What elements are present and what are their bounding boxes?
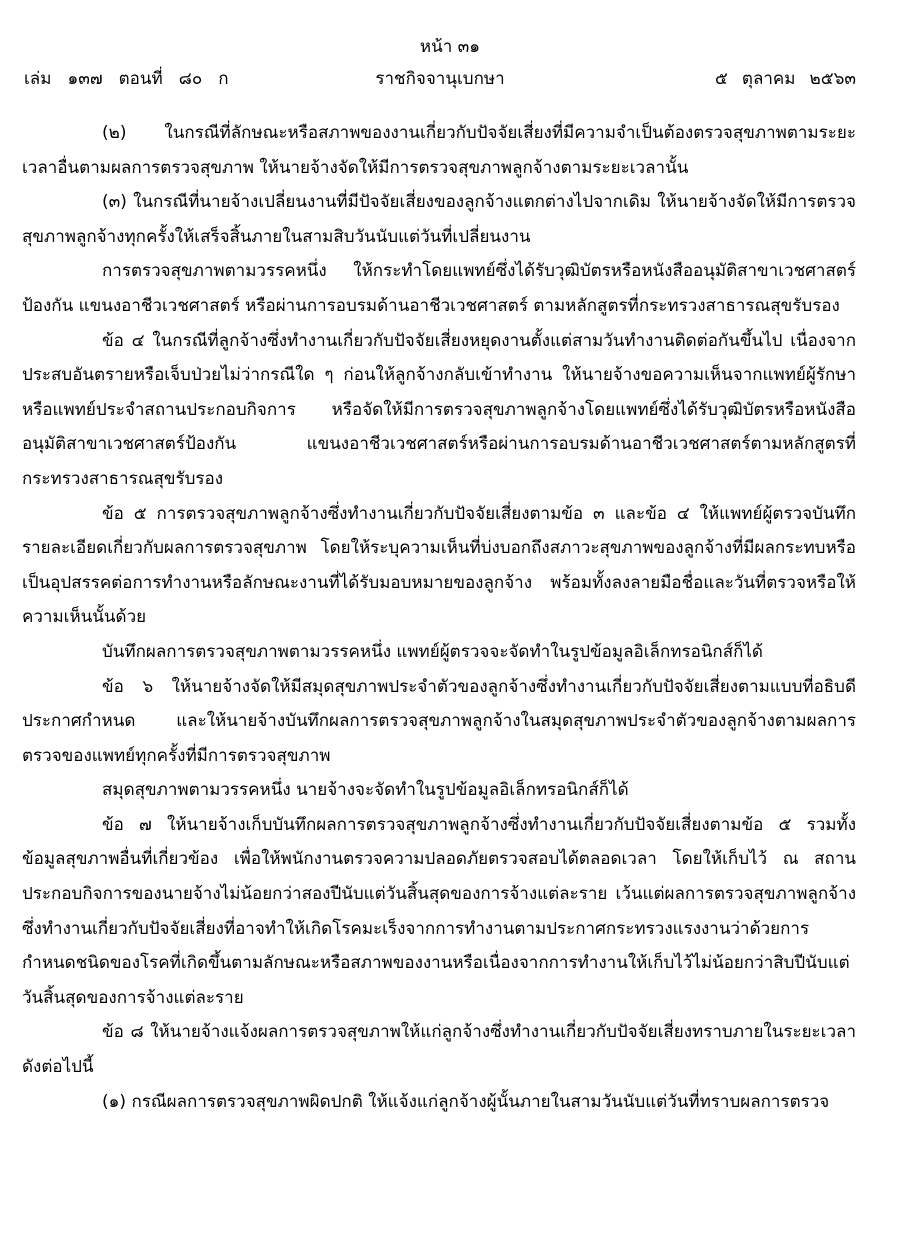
paragraph-clause-7: ข้อ ๗ ให้นายจ้างเก็บบันทึกผลการตรวจสุขภาพลูกจ้างซึ่งทำงานเกี่ยวกับปัจจัยเสี่ยงตามข้อ ๕ รวมทั้งข้อมูลสุขภาพอื่นที่เกี่ยวข้อง เพื่อให้พนักงานตรวจความปลอดภัยตรวจสอบได้ตลอดเวลา โดยให้เก็บไว้ ณ สถานประกอบกิจการของนายจ้างไม่น้อยกว่าสองปีนับแต่วันสิ้นสุดของการจ้างแต่ละราย เว้นแต่ผลการตรวจสุขภาพลูกจ้างซึ่งทำงานเกี่ยวกับปัจจัยเสี่ยงที่อาจทำให้เกิดโรคมะเร็งจากการทำงานตามประกาศกระทรวงแรงงานว่าด้วยการกำหนดชนิดของโรคที่เกิดขึ้นตามลักษณะหรือสภาพของงานหรือเนื่องจากการทำงานให้เก็บไว้ไม่น้อยกว่าสิบปีนับแต่วันสิ้นสุดของการจ้างแต่ละราย (22, 814, 856, 1008)
paragraph-clause-5-record: บันทึกผลการตรวจสุขภาพตามวรรคหนึ่ง แพทย์ผู้ตรวจจะจัดทำในรูปข้อมูลอิเล็กทรอนิกส์ก็ได้ (102, 641, 763, 662)
volume-label: เล่ม (24, 69, 52, 89)
date-month: ตุลาคม (741, 69, 796, 89)
paragraph-clause-3-3: (๓) ในกรณีที่นายจ้างเปลี่ยนงานที่มีปัจจัยเสี่ยงของลูกจ้างแตกต่างไปจากเดิม ให้นายจ้างจัดให้มีการตรวจสุขภาพลูกจ้างทุกครั้งให้เสร็จสิ้นภายในสามสิบวันนับแต่วันที่เปลี่ยนงาน (22, 192, 856, 247)
paragraph-exam-physician: การตรวจสุขภาพตามวรรคหนึ่ง ให้กระทำโดยแพทย์ซึ่งได้รับวุฒิบัตรหรือหนังสืออนุมัติสาขาเวชศาสตร์ป้องกัน แขนงอาชีวเวชศาสตร์ หรือผ่านการอบรมด้านอาชีวเวชศาสตร์ ตามหลักสูตรที่กระทรวงสาธารณสุขรับรอง (22, 261, 856, 316)
publication-name: ราชกิจจานุเบกษา (375, 69, 505, 89)
page-number: หน้า ๓๑ (419, 37, 481, 57)
issue-number: ๘๐ (178, 69, 203, 89)
document-body (22, 116, 856, 1119)
paragraph-clause-4: ข้อ ๔ ในกรณีที่ลูกจ้างซึ่งทำงานเกี่ยวกับปัจจัยเสี่ยงหยุดงานตั้งแต่สามวันทำงานติดต่อกันขึ้นไป เนื่องจากประสบอันตรายหรือเจ็บป่วยไม่ว่ากรณีใด ๆ ก่อนให้ลูกจ้างกลับเข้าทำงาน ให้นายจ้างขอความเห็นจากแพทย์ผู้รักษาหรือแพทย์ประจำสถานประกอบกิจการ หรือจัดให้มีการตรวจสุขภาพลูกจ้างโดยแพทย์ซึ่งได้รับวุฒิบัตรหรือหนังสืออนุมัติสาขาเวชศาสตร์ป้องกัน แขนงอาชีวเวชศาสตร์หรือผ่านการอบรมด้านอาชีวเวชศาสตร์ตามหลักสูตรที่กระทรวงสาธารณสุขรับรอง (22, 330, 856, 489)
paragraph-clause-8-1: (๑) กรณีผลการตรวจสุขภาพผิดปกติ ให้แจ้งแก่ลูกจ้างผู้นั้นภายในสามวันนับแต่วันที่ทราบผลการตรวจ (102, 1091, 830, 1112)
publication-date (701, 66, 856, 92)
volume-number: ๑๓๗ (67, 69, 103, 89)
paragraph-clause-5: ข้อ ๕ การตรวจสุขภาพลูกจ้างซึ่งทำงานเกี่ยวกับปัจจัยเสี่ยงตามข้อ ๓ และข้อ ๔ ให้แพทย์ผู้ตรวจบันทึกรายละเอียดเกี่ยวกับผลการตรวจสุขภาพ โดยให้ระบุความเห็นที่บ่งบอกถึงสภาวะสุขภาพของลูกจ้างที่มีผลกระทบหรือเป็นอุปสรรคต่อการทำงานหรือลักษณะงานที่ได้รับมอบหมายของลูกจ้าง พร้อมทั้งลงลายมือชื่อและวันที่ตรวจหรือให้ความเห็นนั้นด้วย (22, 503, 856, 628)
date-year: ๒๕๖๓ (809, 69, 856, 89)
paragraph-clause-8: ข้อ ๘ ให้นายจ้างแจ้งผลการตรวจสุขภาพให้แก่ลูกจ้างซึ่งทำงานเกี่ยวกับปัจจัยเสี่ยงทราบภายในระยะเวลา ดังต่อไปนี้ (22, 1022, 856, 1078)
gazette-header (24, 66, 856, 92)
section-letter: ก (218, 69, 229, 89)
paragraph-clause-3-2: (๒) ในกรณีที่ลักษณะหรือสภาพของงานเกี่ยวกับปัจจัยเสี่ยงที่มีความจำเป็นต้องตรวจสุขภาพตามระยะเวลาอื่นตามผลการตรวจสุขภาพ ให้นายจ้างจัดให้มีการตรวจสุขภาพลูกจ้างตามระยะเวลานั้น (22, 123, 856, 178)
paragraph-clause-6-book: สมุดสุขภาพตามวรรคหนึ่ง นายจ้างจะจัดทำในรูปข้อมูลอิเล็กทรอนิกส์ก็ได้ (102, 780, 629, 801)
date-day: ๕ (715, 69, 728, 89)
issue-label: ตอนที่ (118, 69, 163, 89)
paragraph-clause-6: ข้อ ๖ ให้นายจ้างจัดให้มีสมุดสุขภาพประจำตัวของลูกจ้างซึ่งทำงานเกี่ยวกับปัจจัยเสี่ยงตามแบบที่อธิบดีประกาศกำหนด และให้นายจ้างบันทึกผลการตรวจสุขภาพลูกจ้างในสมุดสุขภาพประจำตัวของลูกจ้างตามผลการตรวจของแพทย์ทุกครั้งที่มีการตรวจสุขภาพ (22, 676, 856, 766)
